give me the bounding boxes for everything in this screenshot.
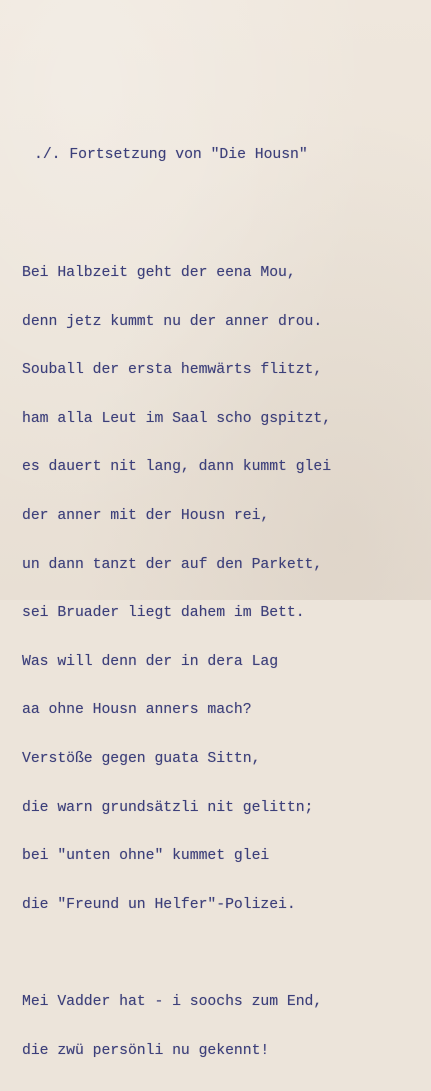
stanza-break (22, 945, 331, 962)
poem-line: Mei Vadder hat - i soochs zum End, (22, 993, 323, 1010)
poem-line: Verstöße gegen guata Sittn, (22, 750, 261, 767)
poem-line: es dauert nit lang, dann kummt glei (22, 459, 332, 476)
poem-line: aa ohne Housn anners mach? (22, 702, 252, 719)
poem-line: der anner mit der Housn rei, (22, 507, 270, 524)
poem-line: un dann tanzt der auf den Parkett, (22, 556, 323, 573)
continuation-heading: ./. Fortsetzung von "Die Housn" (34, 147, 308, 163)
poem-line: sei Bruader liegt dahem im Bett. (22, 605, 305, 622)
poem-line: die zwü persönli nu gekennt! (22, 1042, 270, 1059)
poem-line: Was will denn der in dera Lag (22, 653, 279, 670)
poem-line: bei "unten ohne" kummet glei (22, 848, 270, 865)
poem-body (22, 233, 331, 1091)
poem-line: die warn grundsätzli nit gelittn; (22, 799, 314, 816)
poem-line: denn jetz kummt nu der anner drou. (22, 313, 323, 330)
poem-line: die "Freund un Helfer"-Polizei. (22, 896, 296, 913)
poem-line: ham alla Leut im Saal scho gspitzt, (22, 410, 332, 427)
poem-line: Bei Halbzeit geht der eena Mou, (22, 265, 296, 281)
poem-line: Souball der ersta hemwärts flitzt, (22, 362, 323, 379)
